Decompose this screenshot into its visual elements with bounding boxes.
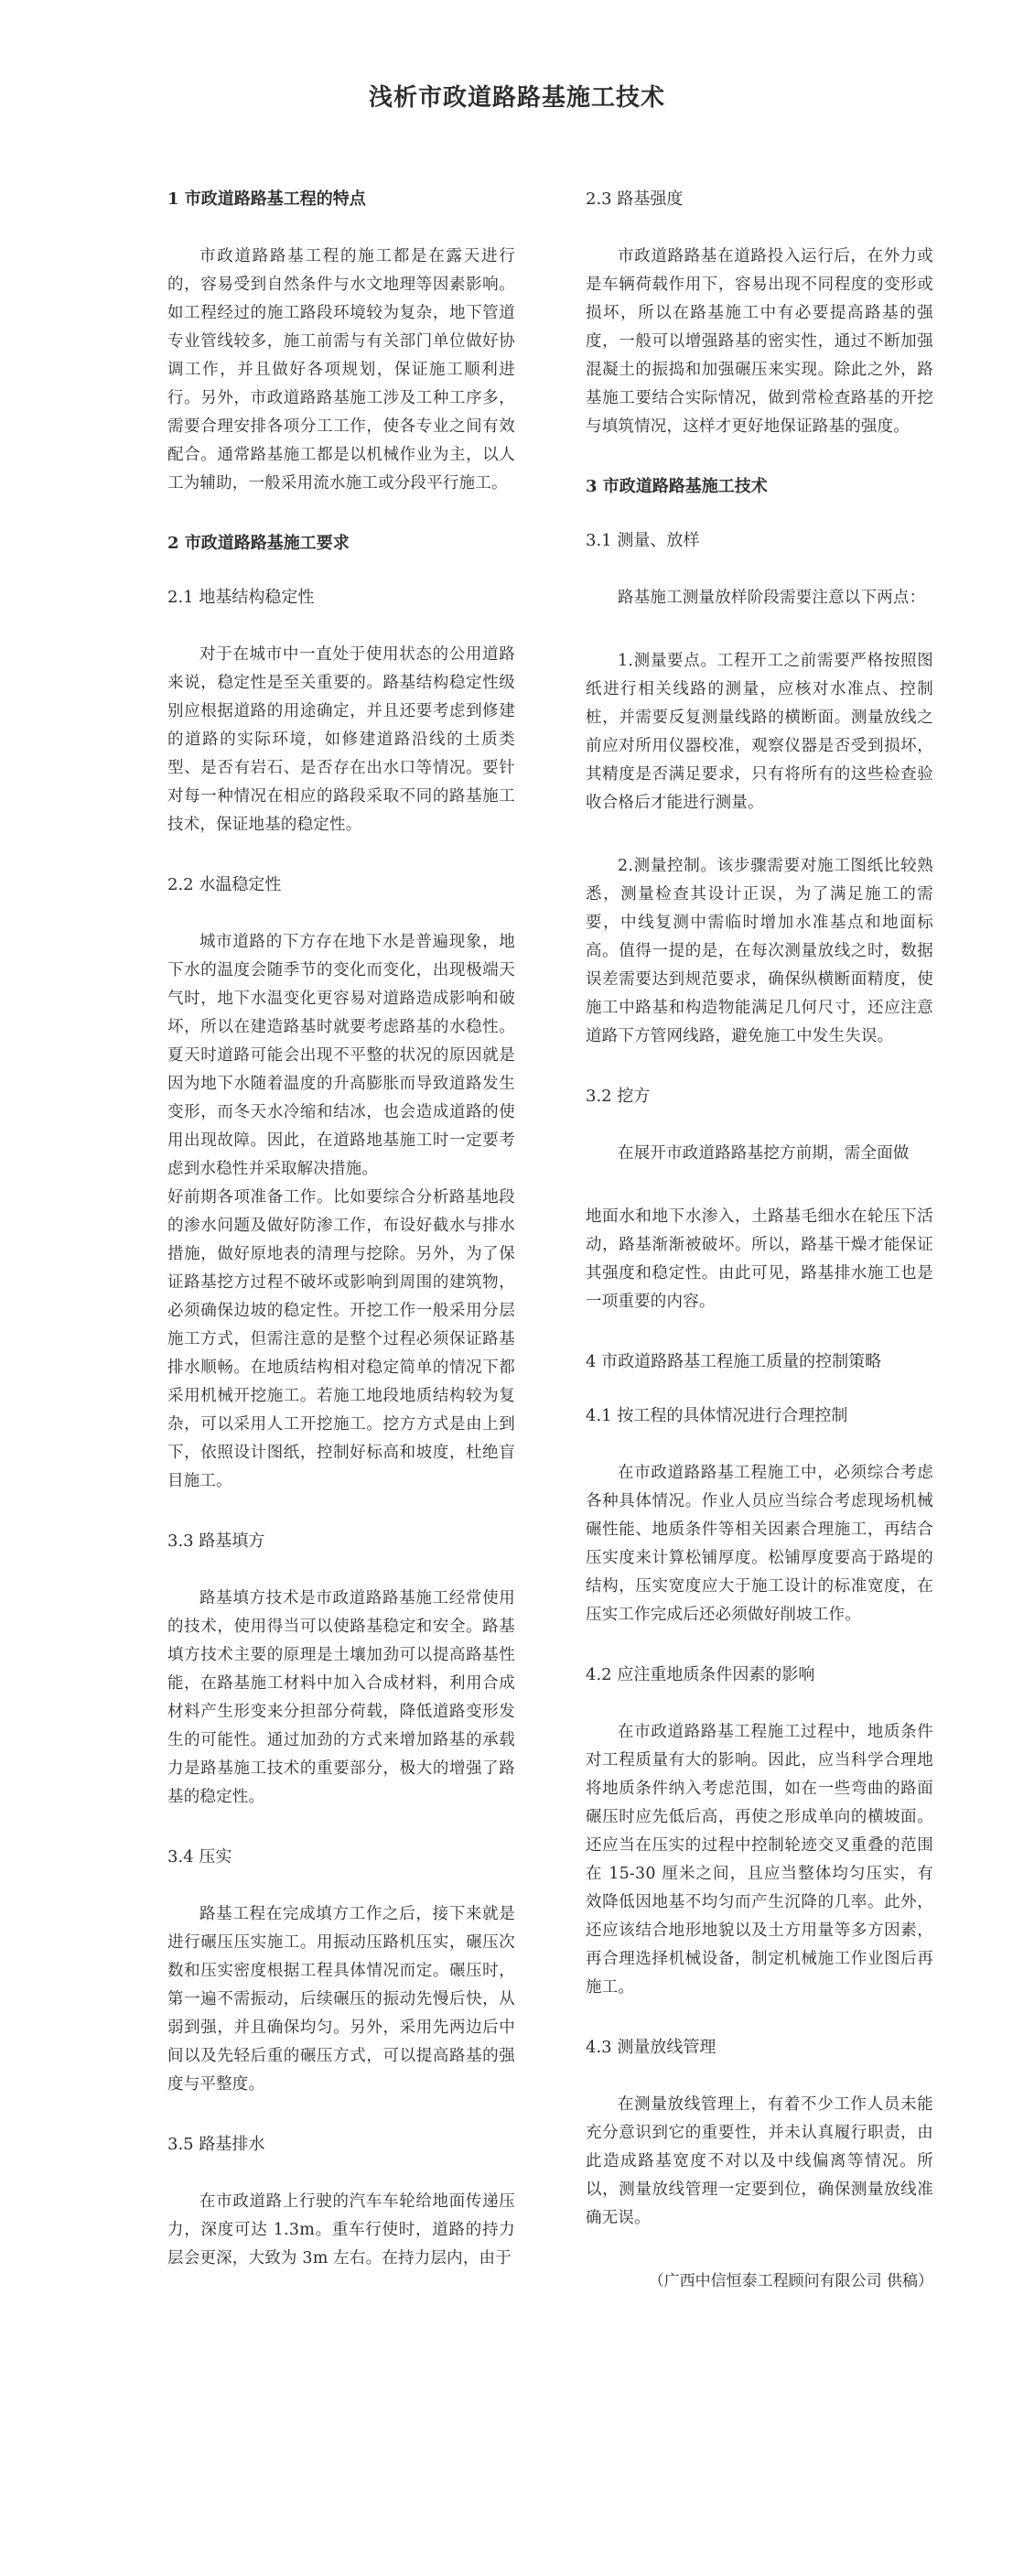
left-column <box>167 189 515 2273</box>
paragraph: 市政道路路基在道路投入运行后，在外力或是车辆荷载作用下，容易出现不同程度的变形或损坏，所以在路基施工中有必要提高路基的强度，一般可以增强路基的密实性，通过不断加强混凝土的振捣和加强碾压来实现。除此之外，路基施工要结合实际情况，做到常检查路基的开挖与填筑情况，这样才更好地保证路基的强度。 <box>586 247 933 436</box>
paragraph: 1.测量要点。工程开工之前需要严格按照图纸进行相关线路的测量，应核对水准点、控制桩，并需要反复测量线路的横断面。测量放线之前应对所用仪器校准，观察仪器是否受到损坏，其精度是否满足要求，只有将所有的这些检查验收合格后才能进行测量。 <box>586 652 933 812</box>
paragraph: 2.测量控制。该步骤需要对施工图纸比较熟悉，测量检查其设计正误，为了满足施工的需要，中线复测中需临时增加水准基点和地面标高。值得一提的是，在每次测量放线之时，数据误差需要达到规范要求，确保纵横断面精度，使施工中路基和构造物能满足几何尺寸，还应注意道路下方管网线路，避免施工中发生失误。 <box>586 857 933 1045</box>
subsection-heading: 4.2 应注重地质条件因素的影响 <box>586 1665 815 1684</box>
paragraph: 城市道路的下方存在地下水是普遍现象，地下水的温度会随季节的变化而变化，出现极端天气时，地下水温变化更容易对道路造成影响和破坏，所以在建造路基时就要考虑路基的水稳性。夏天时道路可能会出现不平整的状况的原因就是因为地下水随着温度的升高膨胀而导致道路发生变形，而冬天水冷缩和结冰，也会造成道路的使用出现故障。因此，在道路地基施工时一定要考虑到水稳性并采取解决措施。 <box>167 933 515 1178</box>
section-heading: 3 市政道路路基施工技术 <box>586 477 768 496</box>
paragraph: 路基工程在完成填方工作之后，接下来就是进行碾压压实施工。用振动压路机压实，碾压次数和压实密度根据工程具体情况而定。碾压时，第一遍不需振动，后续碾压的振动先慢后快，从弱到强，并且确保均匀。另外，采用先两边后中间以及先轻后重的碾压方式，可以提高路基的强度与平整度。 <box>167 1905 515 2094</box>
subsection-heading: 3.5 路基排水 <box>167 2135 265 2154</box>
right-column <box>586 189 933 2290</box>
paragraph: 在展开市政道路路基挖方前期，需全面做 <box>618 1144 910 1163</box>
subsection-heading: 3.4 压实 <box>167 1847 232 1867</box>
section-heading: 1 市政道路路基工程的特点 <box>167 189 366 209</box>
paragraph: 在市政道路路基工程施工过程中，地质条件对工程质量有大的影响。因此，应当科学合理地将地质条件纳入考虑范围，如在一些弯曲的路面碾压时应先低后高，再使之形成单向的横坡面。还应当在压实的过程中控制轮迹交叉重叠的范围在 15-30 厘米之间，且应当整体均匀压实，有效降低因地基不均匀而产生沉降的几率。此外，还应该结合地形地貌以及土方用量等多方因素，再合理选择机械设备，制定机械施工作业图后再施工。 <box>586 1723 933 1997</box>
subsection-heading: 4.3 测量放线管理 <box>586 2038 716 2057</box>
article-title: 浅析市政道路路基施工技术 <box>368 84 665 112</box>
paragraph-continuation: 好前期各项准备工作。比如要综合分析路基地段的渗水问题及做好防渗工作，布设好截水与排水措施，做好原地表的清理与挖除。另外，为了保证路基挖方过程不破坏或影响到周围的建筑物，必须确保边坡的稳定性。开挖工作一般采用分层施工方式，但需注意的是整个过程必须保证路基排水顺畅。在地质结构相对稳定简单的情况下都采用机械开挖施工。若施工地段地质结构较为复杂，可以采用人工开挖施工。挖方方式是由上到下，依照设计图纸，控制好标高和坡度，杜绝盲目施工。 <box>167 1188 515 1490</box>
subsection-heading: 4.1 按工程的具体情况进行合理控制 <box>586 1406 848 1425</box>
section-heading: 2 市政道路路基施工要求 <box>167 534 350 553</box>
source-credit: （广西中信恒泰工程顾问有限公司 供稿） <box>648 2272 933 2290</box>
subsection-heading: 4 市政道路路基工程施工质量的控制策略 <box>586 1352 882 1371</box>
paragraph: 路基填方技术是市政道路路基施工经常使用的技术，使用得当可以使路基稳定和安全。路基填方技术主要的原理是土壤加劲可以提高路基性能，在路基施工材料中加入合成材料，利用合成材料产生形变来分担部分荷载，降低道路变形发生的可能性。通过加劲的方式来增加路基的承载力是路基施工技术的重要部分，极大的增强了路基的稳定性。 <box>167 1589 515 1806</box>
subsection-heading: 3.2 挖方 <box>586 1087 651 1106</box>
paragraph: 对于在城市中一直处于使用状态的公用道路来说，稳定性是至关重要的。路基结构稳定性级别应根据道路的用途确定，并且还要考虑到修建的道路的实际环境，如修建道路沿线的土质类型、是否有岩石、是否存在出水口等情况。要针对每一种情况在相应的路段采取不同的路基施工技术，保证地基的稳定性。 <box>167 645 515 834</box>
paragraph: 在测量放线管理上，有着不少工作人员未能充分意识到它的重要性，并未认真履行职责，由此造成路基宽度不对以及中线偏离等情况。所以，测量放线管理一定要到位，确保测量放线准确无误。 <box>586 2095 933 2227</box>
paragraph: 路基施工测量放样阶段需要注意以下两点： <box>618 589 926 607</box>
subsection-heading: 2.3 路基强度 <box>586 189 684 209</box>
subsection-heading: 2.2 水温稳定性 <box>167 875 282 894</box>
subsection-heading: 3.1 测量、放样 <box>586 531 700 550</box>
paragraph-continuation: 地面水和地下水渗入，土路基毛细水在轮压下活动，路基渐渐被破坏。所以，路基干燥才能保证其强度和稳定性。由此可见，路基排水施工也是一项重要的内容。 <box>586 1207 933 1311</box>
subsection-heading: 3.3 路基填方 <box>167 1532 265 1551</box>
subsection-heading: 2.1 地基结构稳定性 <box>167 588 315 607</box>
paragraph: 在市政道路路基工程施工中，必须综合考虑各种具体情况。作业人员应当综合考虑现场机械碾性能、地质条件等相关因素合理施工，再结合压实度来计算松铺厚度。松铺厚度要高于路堤的结构，压实宽度应大于施工设计的标准宽度，在压实工作完成后还必须做好削坡工作。 <box>586 1464 933 1624</box>
paragraph: 市政道路路基工程的施工都是在露天进行的，容易受到自然条件与水文地理等因素影响。如工程经过的施工路段环境较为复杂，地下管道专业管线较多，施工前需与有关部门单位做好协调工作，并且做好各项规划，保证施工顺利进行。另外，市政道路路基施工涉及工种工序多，需要合理安排各项分工工作，使各专业之间有效配合。通常路基施工都是以机械作业为主，以人工为辅助，一般采用流水施工或分段平行施工。 <box>167 247 515 492</box>
paragraph: 在市政道路上行驶的汽车车轮给地面传递压力，深度可达 1.3m。重车行使时，道路的持力层会更深，大致为 3m 左右。在持力层内，由于 <box>167 2192 515 2268</box>
